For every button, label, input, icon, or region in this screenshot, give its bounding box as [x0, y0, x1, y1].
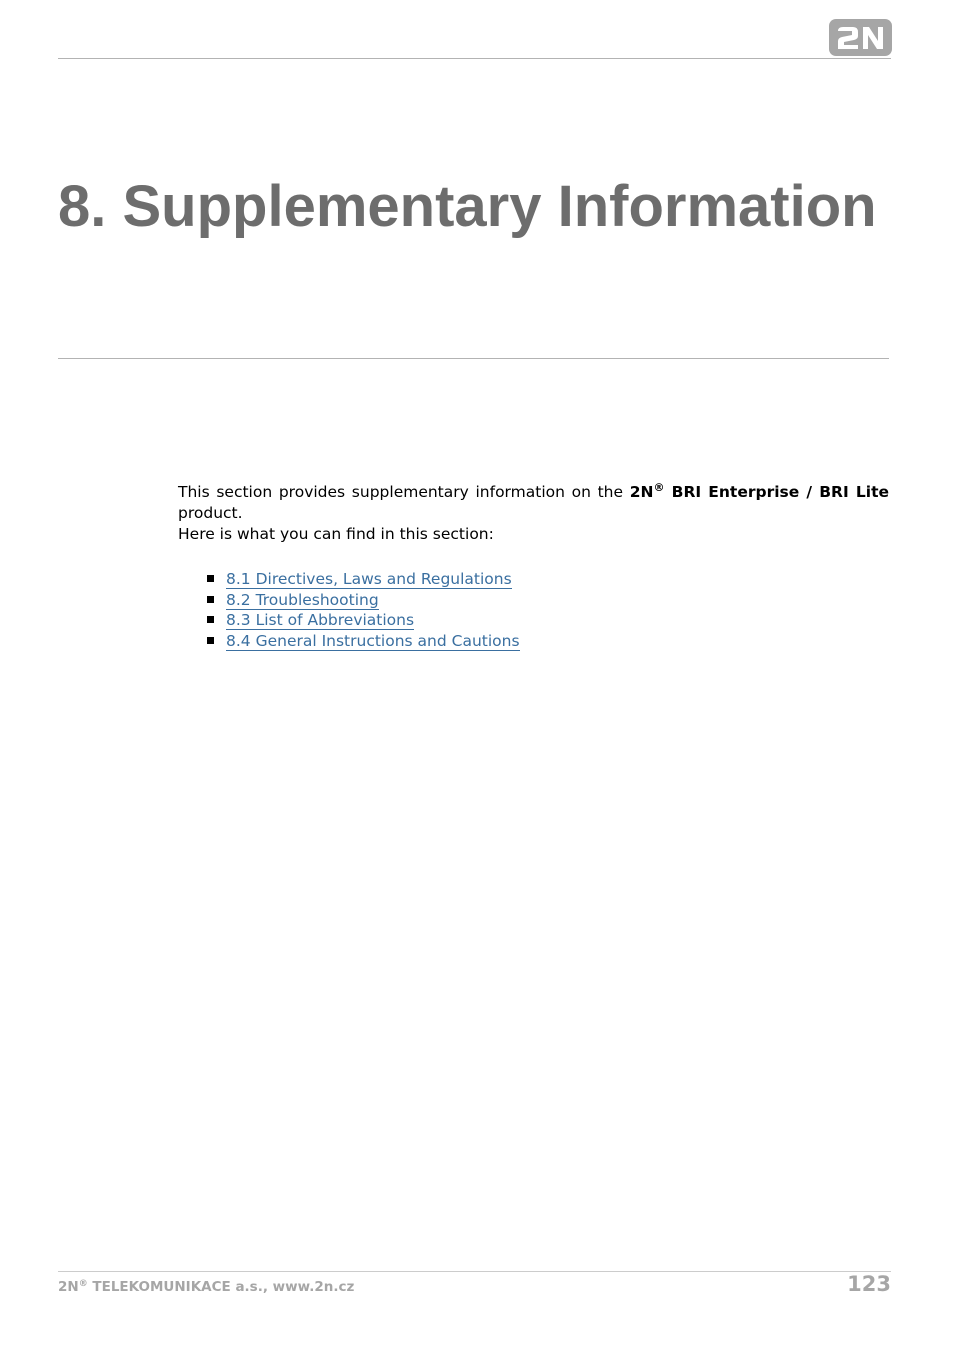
brand-name: 2N: [629, 483, 654, 501]
footer-divider: [58, 1271, 891, 1272]
toc-item: [178, 631, 889, 652]
section-content: [178, 482, 889, 652]
intro-text-end: product.: [178, 504, 243, 522]
section-lead-in: Here is what you can find in this section:: [178, 525, 494, 543]
toc-link-general-instructions[interactable]: 8.4 General Instructions and Cautions: [226, 632, 520, 651]
bullet-square-icon: [207, 616, 214, 623]
registered-mark: ®: [653, 481, 665, 494]
page-number: 123: [847, 1272, 891, 1296]
bullet-square-icon: [207, 596, 214, 603]
bullet-square-icon: [207, 575, 214, 582]
product-name: [630, 483, 889, 501]
intro-paragraph: [178, 482, 889, 524]
toc-link-abbreviations[interactable]: 8.3 List of Abbreviations: [226, 611, 415, 630]
toc-link-directives[interactable]: 8.1 Directives, Laws and Regulations: [226, 570, 512, 588]
section-toc-list: [178, 569, 889, 652]
chapter-title: 8. Supplementary Information: [58, 174, 877, 239]
footer-brand: 2N: [58, 1279, 79, 1295]
title-divider: [58, 358, 889, 359]
product-model: BRI Enterprise / BRI Lite: [664, 483, 889, 501]
header-divider: [58, 58, 891, 59]
footer-company: [58, 1279, 354, 1295]
intro-text-start: This section provides supplementary information on the: [178, 483, 630, 501]
toc-link-troubleshooting[interactable]: 8.2 Troubleshooting: [226, 590, 379, 609]
toc-item: [178, 610, 889, 631]
toc-item: [178, 569, 889, 590]
footer-registered-mark: ®: [78, 1279, 88, 1289]
bullet-square-icon: [207, 637, 214, 644]
footer-company-text: TELEKOMUNIKACE a.s., www.2n.cz: [87, 1279, 355, 1295]
2n-logo-icon: [829, 19, 892, 56]
toc-item: [178, 590, 889, 611]
